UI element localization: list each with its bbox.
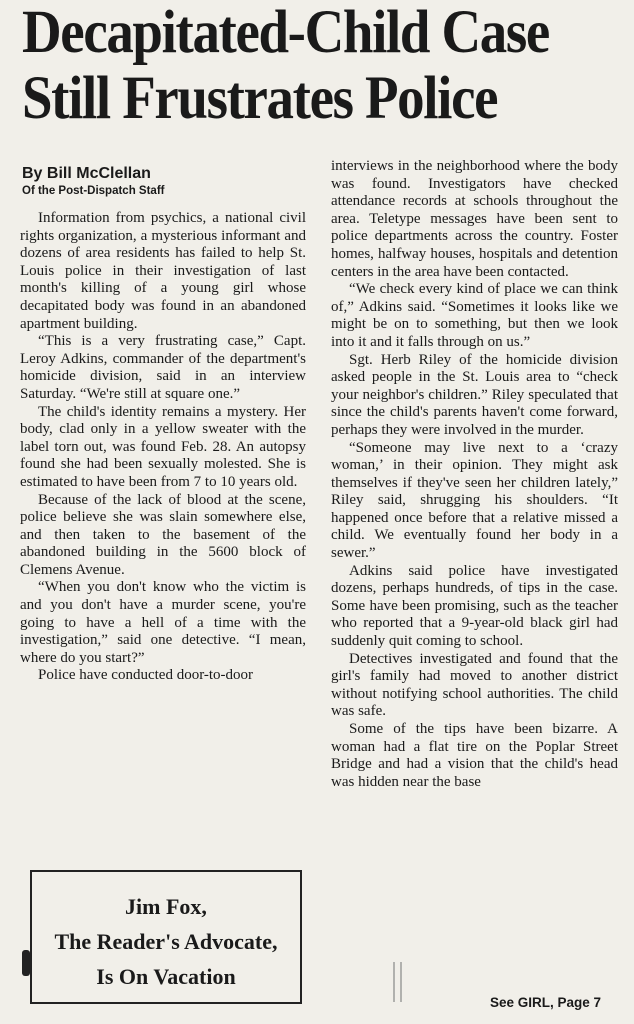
- reader-advocate-box: [30, 870, 302, 1004]
- paragraph: Adkins said police have investigated dozens, perhaps hundreds, of tips in the case. Some have been promising, such as the teacher who reported that a 9-year-old black girl had suddenly quit coming to school.: [331, 562, 618, 650]
- paragraph: The child's identity remains a mystery. Her body, clad only in a yellow sweater with the label torn out, was found Feb. 28. An autopsy found she had been sexually molested. She is estimated to have been from 7 to 10 years old.: [20, 403, 306, 490]
- boxout-line-1: Jim Fox,: [125, 894, 207, 919]
- byline-staff: Of the Post-Dispatch Staff: [22, 185, 165, 197]
- paragraph: Detectives investigated and found that the girl's family had moved to another district without notifying school authorities. The child was safe.: [331, 650, 618, 720]
- jump-line: See GIRL, Page 7: [490, 995, 602, 1010]
- paragraph: “Someone may live next to a ‘crazy woman,’ in their opinion. They might ask themselves if they've seen her children lately,” Riley said, shrugging his shoulders. “It happened once before that a relative missed a child. We eventually found her body in a sewer.”: [331, 439, 618, 562]
- headline-line-1: Decapitated-Child Case: [22, 0, 549, 66]
- headline: [22, 0, 562, 132]
- boxout-line-2: The Reader's Advocate,: [54, 929, 278, 954]
- paragraph: interviews in the neighborhood where the body was found. Investigators have checked attendance records at schools throughout the area. Teletype messages have been sent to police departments across the country. Foster homes, halfway houses, hospitals and detention centers in the area have been contacted.: [331, 158, 618, 280]
- paragraph: “This is a very frustrating case,” Capt. Leroy Adkins, commander of the department's homicide division, said in an interview Saturday. “We're still at square one.”: [20, 333, 306, 402]
- paragraph: “When you don't know who the victim is and you don't have a murder scene, you're going to have a hell of a time with the investigation,” said one detective. “I mean, where do you start?”: [20, 579, 306, 666]
- print-artifact-mark: [22, 950, 30, 976]
- paragraph: Some of the tips have been bizarre. A woman had a flat tire on the Poplar Street Bridge and had a vision that the child's head was hidden near the base: [331, 721, 618, 790]
- headline-line-2: Still Frustrates Police: [22, 65, 498, 132]
- byline-name: By Bill McClellan: [22, 165, 151, 182]
- article-column-left: [20, 210, 306, 685]
- paragraph: Because of the lack of blood at the scene, police believe she was slain somewhere else, and then taken to the basement of the abandoned building in the 5600 block of Clemens Avenue.: [20, 491, 306, 578]
- paragraph: Police have conducted door-to-door: [38, 667, 254, 684]
- print-artifact-mark: [393, 962, 402, 1002]
- article-column-right: [331, 158, 618, 791]
- boxout-line-3: Is On Vacation: [96, 964, 236, 989]
- paragraph: Information from psychics, a national civil rights organization, a mysterious informant and dozens of area residents has failed to help St. Louis police in their investigation of last month's killing of a young girl whose decapitated body was found in an abandoned apartment building.: [20, 210, 306, 332]
- paragraph: Sgt. Herb Riley of the homicide division asked people in the St. Louis area to “check your neighbor's children.” Riley speculated that since the child's parents haven't come forward, perhaps they were involved in the murder.: [331, 351, 618, 438]
- paragraph: “We check every kind of place we can think of,” Adkins said. “Sometimes it looks like we might be on to something, but then we look into it and it falls through on us.”: [331, 281, 618, 350]
- byline: [22, 164, 164, 200]
